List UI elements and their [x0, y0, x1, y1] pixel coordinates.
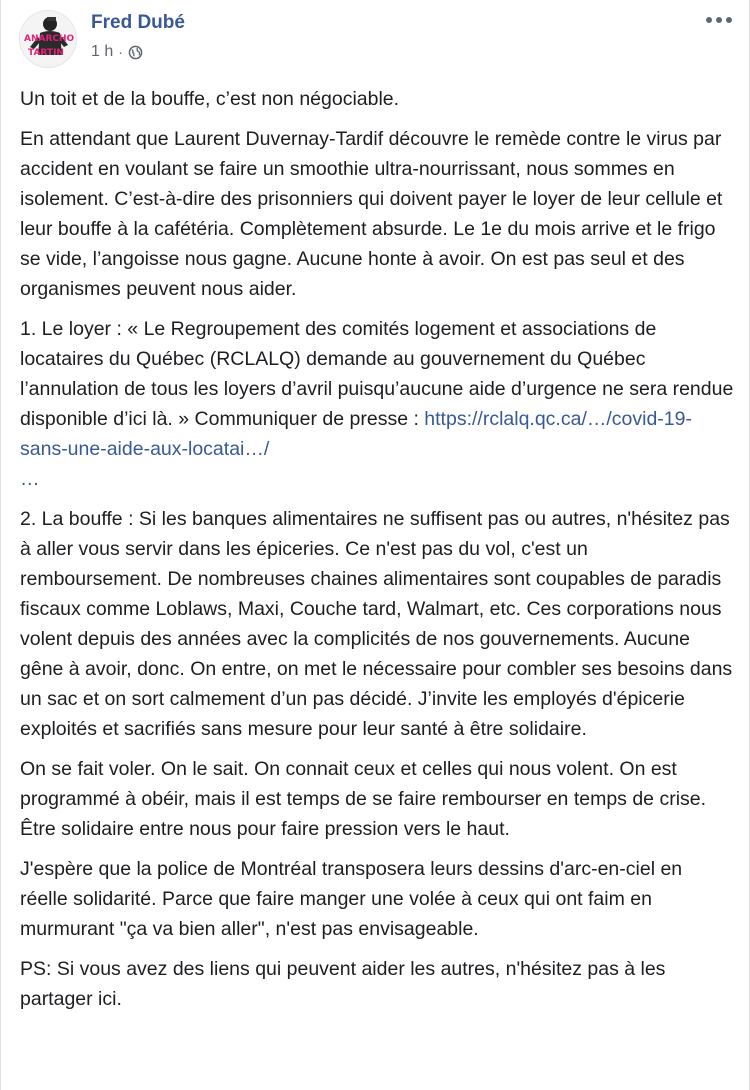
more-dot [716, 17, 722, 23]
more-dot [706, 17, 712, 23]
rclalq-link[interactable]: https://rclalq.qc.ca/…/covid-19-sans-une-aide-aux-locatai…/ [20, 408, 692, 460]
post-timestamp[interactable]: 1 h [91, 43, 114, 60]
post-paragraph-loyer [20, 314, 735, 494]
post-paragraph: En attendant que Laurent Duvernay-Tardif découvre le remède contre le virus par accident en voulant se faire un smoothie ultra-nourrissant, nous sommes en isolement. C’est-à-dire des prisonniers qui doivent payer le loyer de leur cellule et leur bouffe à la cafétéria. Complètement absurde. Le 1e du mois arrive et le frigo se vide, l’angoisse nous gagne. Aucune honte à avoir. On est pas seul et des organismes peuvent nous aider. [20, 128, 723, 300]
globe-icon[interactable] [128, 45, 143, 60]
post-paragraph: PS: Si vous avez des liens qui peuvent aider les autres, n'hésitez pas à les partager ici. [20, 958, 666, 1010]
post-paragraph: J'espère que la police de Montréal transposera leurs dessins d'arc-en-ciel en réelle solidarité. Parce que faire manger une volée à ceux qui ont faim en murmurant "ça va bien aller", n'est pas envisageable. [20, 858, 683, 940]
avatar-logo-text-1: ANARCHO [24, 34, 75, 44]
avatar-logo-text-2: TARTIN [28, 48, 64, 58]
post-paragraph: 2. La bouffe : Si les banques alimentaires ne suffisent pas ou autres, n'hésitez pas à aller vous servir dans les épiceries. Ce n'est pas du vol, c'est un remboursement. De nombreuses chaines alimentaires sont coupables de paradis fiscaux comme Loblaws, Maxi, Couche tard, Walmart, etc. Ces corporations nous volent depuis des années avec la complicités de nos gouvernements. Aucune gêne à avoir, donc. On entre, on met le nécessaire pour combler ses besoins dans un sac et on sort calmement d’un pas décidé. J’invite les employés d'épicerie exploités et sacrifiés sans mesure pour leur santé à être solidaire. [20, 508, 733, 740]
post-meta [91, 43, 143, 61]
more-dot [726, 17, 732, 23]
post-content [20, 84, 735, 1024]
post-header [11, 8, 741, 68]
author-name[interactable]: Fred Dubé [91, 12, 185, 33]
avatar-image [20, 11, 76, 67]
link-ellipsis[interactable]: … [20, 468, 40, 490]
post-paragraph: On se fait voler. On le sait. On connait ceux et celles qui nous volent. On est programmé à obéir, mais il est temps de se faire rembourser en temps de crise. Être solidaire entre nous pour faire pression vers le haut. [20, 758, 707, 840]
avatar[interactable] [19, 10, 77, 68]
loyer-text: 1. Le loyer : « Le Regroupement des comités logement et associations de locataires du Québec (RCLALQ) demande au gouvernement du Québec l’annulation de tous les loyers d’avril puisqu’aucune aide d’urgence ne sera rendue disponible d’ici là. » Communiquer de presse : [20, 318, 734, 430]
more-options-icon[interactable] [701, 8, 737, 32]
meta-separator: · [118, 44, 123, 60]
post-paragraph: Un toit et de la bouffe, c’est non négociable. [20, 88, 400, 110]
